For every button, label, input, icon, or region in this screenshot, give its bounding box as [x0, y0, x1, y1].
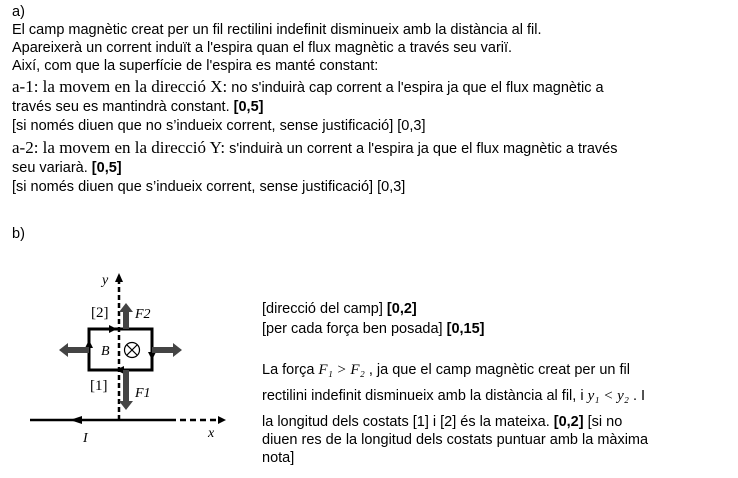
force-f1-arrow [119, 370, 133, 410]
force-f1-label: F1 [135, 386, 151, 401]
y-axis [115, 273, 123, 420]
explanation-line [262, 413, 622, 431]
field-label: B [101, 344, 110, 359]
a2-heading: a-2: la movem en la direcció Y: [12, 138, 226, 157]
current-label: I [83, 431, 88, 446]
a1-score: [0,5] [233, 99, 264, 115]
criterion-field [262, 300, 417, 318]
a1-heading: a-1: la movem en la direcció X: [12, 77, 228, 96]
wire-loop-diagram [0, 0, 260, 478]
text: [si no [583, 414, 623, 430]
text: . I [628, 388, 646, 404]
text: La força [262, 362, 319, 378]
text: la longitud dels costats [1] i [2] és la mateixa. [262, 414, 554, 430]
criterion-forces [262, 320, 485, 338]
criterion-text: [direcció del camp] [262, 301, 387, 317]
math-inequality: y₁ < y₂ [587, 388, 629, 404]
force-right-arrow [152, 343, 182, 357]
y-axis-label: y [102, 273, 109, 288]
criterion-score: [0,2] [386, 301, 417, 317]
text-line: Apareixerà un corrent induït a l'espira quan el flux magnètic a través seu variï. [12, 40, 513, 56]
force-arrows [59, 303, 182, 410]
field-into-page-icon [125, 343, 140, 358]
text: rectilini indefinit disminueix amb la distància al fil, i [262, 388, 588, 404]
force-left-arrow [59, 343, 89, 357]
explanation-line: nota] [262, 450, 295, 466]
explanation-line [262, 387, 645, 405]
math-inequality: F₁ > F₂ [318, 362, 365, 378]
current-arrow-icon [70, 416, 82, 424]
x-axis-label: x [208, 426, 215, 441]
side-2-label: [2] [91, 305, 109, 321]
score: [0,2] [553, 414, 584, 430]
a1-text: no s'induirà cap corrent a l'espira ja que el flux magnètic a [227, 80, 604, 96]
text: , ja que el camp magnètic creat per un fil [364, 362, 630, 378]
side-1-label: [1] [90, 378, 108, 394]
force-f2-label: F2 [135, 307, 151, 322]
text-line: Així, com que la superfície de l'espira es manté constant: [12, 58, 379, 74]
a2-text: s'induirà un corrent a l'espira ja que el flux magnètic a través [225, 141, 618, 157]
part-b-label: b) [12, 226, 25, 242]
a2-note: [si només diuen que s’indueix corrent, sense justificació] [0,3] [12, 179, 406, 195]
explanation-line [262, 361, 630, 379]
loop [89, 329, 152, 370]
text-line: El camp magnètic creat per un fil rectilini indefinit disminueix amb la distància al fil. [12, 22, 542, 38]
a1-text2: través seu es mantindrà constant. [12, 99, 234, 115]
a1-note: [si només diuen que no s’indueix corrent, sense justificació] [0,3] [12, 118, 426, 134]
criterion-score: [0,15] [446, 321, 485, 337]
a2-score: [0,5] [91, 160, 122, 176]
criterion-text: [per cada força ben posada] [262, 321, 447, 337]
wire [30, 416, 226, 424]
explanation-line: diuen res de la longitud dels costats puntuar amb la màxima [262, 432, 649, 448]
a2-text2: seu variarà. [12, 160, 92, 176]
force-f2-arrow [119, 303, 133, 329]
part-a-label: a) [12, 4, 25, 20]
